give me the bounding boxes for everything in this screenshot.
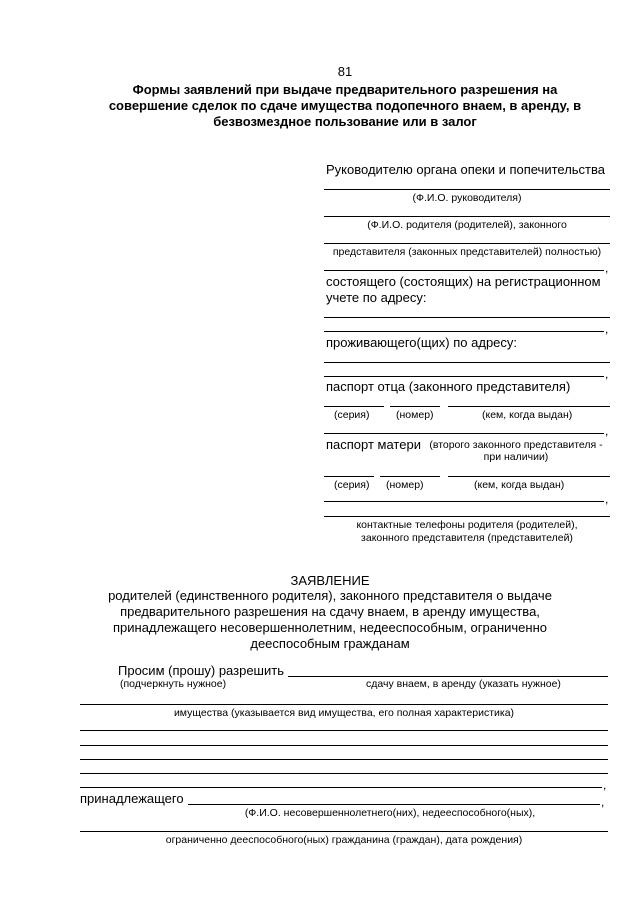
- mother-issued-line[interactable]: [448, 476, 610, 477]
- belonging-label: принадлежащего: [80, 791, 184, 806]
- head-fio-hint: (Ф.И.О. руководителя): [412, 192, 522, 204]
- limited-hint: ограниченно дееспособного(ных) гражданина (граждан), дата рождения): [165, 834, 523, 846]
- phones-line[interactable]: [324, 516, 610, 517]
- father-number-line[interactable]: [390, 406, 440, 407]
- comma: ,: [605, 367, 609, 381]
- father-passport-line-2[interactable]: [324, 433, 604, 434]
- registered-address-line-2[interactable]: [324, 331, 604, 332]
- mother-passport-line-2[interactable]: [324, 501, 604, 502]
- comma: ,: [605, 492, 609, 506]
- minor-fio-hint: (Ф.И.О. несовершеннолетнего(них), недееспособного(ных),: [244, 807, 536, 819]
- phones-hint-2: законного представителя (представителей): [361, 532, 573, 544]
- mother-issued-hint: (кем, когда выдан): [474, 479, 565, 491]
- page-number: 81: [337, 64, 353, 79]
- comma: ,: [605, 261, 609, 275]
- rent-hint: сдачу внаем, в аренду (указать нужное): [366, 678, 561, 690]
- mother-series-hint: (серия): [334, 479, 370, 491]
- father-issued-hint: (кем, когда выдан): [482, 409, 573, 421]
- parent-fio-line-2[interactable]: [324, 243, 610, 244]
- father-series-line[interactable]: [324, 406, 384, 407]
- property-line-2[interactable]: [80, 730, 608, 731]
- property-line-6[interactable]: [80, 787, 602, 788]
- mother-number-hint: (номер): [386, 479, 424, 491]
- statement-subheading: родителей (единственного родителя), законного представителя о выдаче предварительного разрешения на сдачу внаем, в аренду имущества, принадлежащего несовершеннолетним, недееспособным, ограниченно дееспособным гражданам: [108, 588, 552, 651]
- property-line-5[interactable]: [80, 773, 608, 774]
- head-fio-line[interactable]: [324, 189, 610, 190]
- parent-fio-hint-2: представителя (законных представителей) полностью): [332, 246, 602, 258]
- property-line-3[interactable]: [80, 745, 608, 746]
- registered-label: состоящего (состоящих) на регистрационном учете по адресу:: [326, 274, 601, 305]
- statement-heading: ЗАЯВЛЕНИЕ: [290, 573, 370, 588]
- phones-hint-1: контактные телефоны родителя (родителей),: [356, 519, 578, 531]
- comma: ,: [603, 778, 607, 792]
- comma: ,: [605, 322, 609, 336]
- form-title: Формы заявлений при выдаче предварительного разрешения на совершение сделок по сдаче имущества подопечного внаем, в аренду, в безвозмездное пользование или в залог: [108, 82, 582, 129]
- mother-number-line[interactable]: [380, 476, 440, 477]
- property-line[interactable]: [80, 704, 608, 705]
- property-hint: имущества (указывается вид имущества, его полная характеристика): [173, 707, 515, 719]
- property-line-4[interactable]: [80, 759, 608, 760]
- parent-fio-line[interactable]: [324, 216, 610, 217]
- residing-label: проживающего(щих) по адресу:: [326, 335, 518, 350]
- residing-address-line-2[interactable]: [324, 376, 604, 377]
- parent-fio-hint-1: (Ф.И.О. родителя (родителей), законного: [367, 219, 567, 231]
- residing-address-line-1[interactable]: [324, 362, 610, 363]
- father-issued-line[interactable]: [448, 406, 610, 407]
- comma: ,: [601, 795, 605, 809]
- father-series-hint: (серия): [334, 409, 370, 421]
- parent-fio-line-3[interactable]: [324, 270, 604, 271]
- addressee-label: Руководителю органа опеки и попечительства: [326, 162, 605, 177]
- mother-series-line[interactable]: [324, 476, 374, 477]
- mother-passport-label: паспорт матери: [326, 437, 421, 452]
- belonging-line[interactable]: [188, 804, 600, 805]
- request-label: Просим (прошу) разрешить: [118, 663, 284, 678]
- request-line[interactable]: [288, 676, 608, 677]
- limited-line[interactable]: [80, 831, 608, 832]
- underline-hint: (подчеркнуть нужное): [120, 678, 227, 690]
- father-passport-label: паспорт отца (законного представителя): [326, 379, 571, 394]
- father-number-hint: (номер): [396, 409, 434, 421]
- comma: ,: [605, 424, 609, 438]
- registered-address-line-1[interactable]: [324, 317, 610, 318]
- mother-passport-note: (второго законного представителя - при наличии): [429, 439, 603, 463]
